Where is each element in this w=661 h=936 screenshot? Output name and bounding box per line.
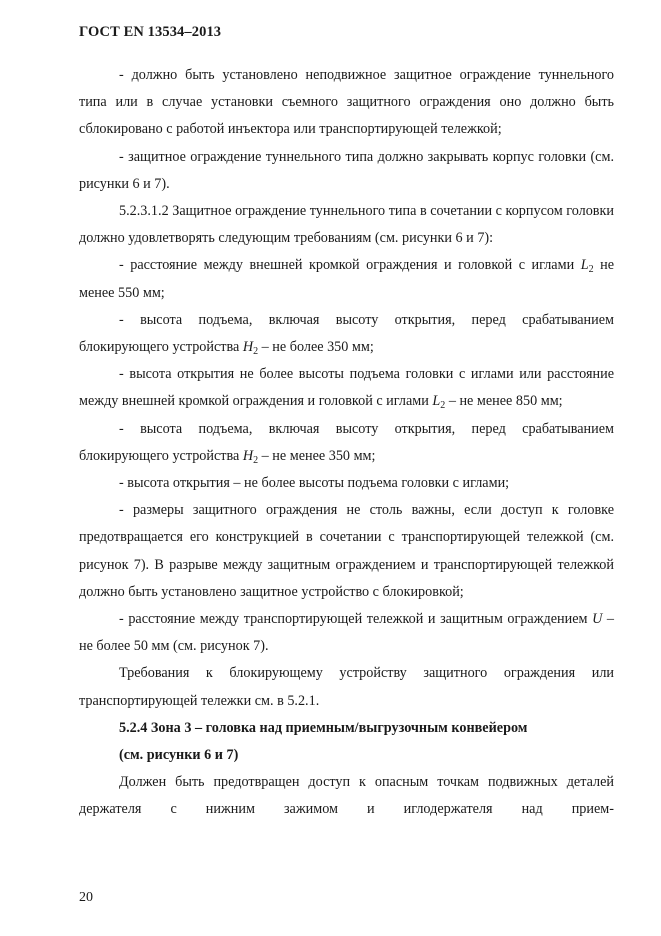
paragraph-guard-cover: - защитное ограждение туннельного типа должно закрывать корпус головки (см. рисунки 6 и 7). [79, 148, 614, 192]
page-number: 20 [79, 890, 93, 905]
document-header: ГОСТ EN 13534–2013 [79, 24, 222, 40]
symbol-subscript: 2 [588, 264, 594, 276]
paragraph-interlock-reference: Требования к блокирующему устройству защитного ограждения или транспортирующей тележки см. в 5.2.1. [79, 665, 614, 709]
paragraph-opening-height: - высота открытия – не более высоты подъема головки с иглами; [119, 475, 510, 492]
symbol-u: U [592, 611, 603, 628]
symbol-subscript: 2 [440, 400, 446, 412]
page-content [79, 62, 614, 824]
text-part: - высота подъема, включая высоту открытия, перед срабатыванием блокирующего устройства [79, 311, 614, 356]
text-part: - расстояние между транспортирующей тележкой и защитным ограждением [119, 611, 593, 628]
symbol-subscript: 2 [253, 454, 259, 466]
text-part: – не менее 350 мм; [258, 447, 376, 464]
paragraph-distance-l2-550 [79, 252, 614, 306]
section-heading: 5.2.4 Зона 3 – головка над приемным/выгрузочным конвейером [119, 719, 528, 736]
text-part: – не менее 850 мм; [445, 393, 563, 410]
text-part: – не более 50 мм (см. рисунок 7). [79, 611, 615, 655]
symbol-l: L [580, 257, 589, 274]
symbol-subscript: 2 [253, 346, 259, 358]
text-part: не менее 550 мм; [79, 257, 614, 301]
symbol-h: H [242, 447, 254, 464]
text-part: - высота открытия не более высоты подъема головки с иглами или расстояние между внешней кромкой ограждения и головкой с иглами [79, 366, 614, 410]
paragraph-section-text: Должен быть предотвращен доступ к опасным точкам подвижных деталей держателя с нижним зажимом и иглодержателя над прием- [79, 774, 614, 818]
paragraph-clause-5-2-3-1-2: 5.2.3.1.2 Защитное ограждение туннельного типа в сочетании с корпусом головки должно удовлетворять следующим требованиям (см. рисунки 6 и 7): [79, 203, 614, 247]
text-part: - высота подъема, включая высоту открытия, перед срабатыванием блокирующего устройства [79, 420, 614, 464]
paragraph-guard-dimensions: - размеры защитного ограждения не столь важны, если доступ к головке предотвращается его конструкцией в сочетании с транспортирующей тележкой (см. рисунок 7). В разрыве между защитным ограждением и транспортирующей тележкой должно быть установлено защитное устройство с блокировкой; [79, 502, 614, 600]
section-heading-figures: (см. рисунки 6 и 7) [119, 747, 239, 764]
paragraph-height-h2-max-350 [79, 307, 614, 361]
paragraph-distance-l2-850 [79, 361, 614, 415]
symbol-h: H [242, 339, 254, 356]
paragraph-distance-u [79, 606, 614, 660]
paragraph-height-h2-min-350 [79, 416, 614, 470]
symbol-l: L [432, 393, 441, 410]
text-part: - расстояние между внешней кромкой ограждения и головкой с иглами [119, 257, 581, 274]
text-part: – не более 350 мм; [258, 339, 374, 356]
paragraph-guard-fixed: - должно быть установлено неподвижное защитное ограждение туннельного типа или в случае установки съемного защитного ограждения оно должно быть сблокировано с работой инъектора или транспортирующей тележкой; [79, 67, 614, 138]
